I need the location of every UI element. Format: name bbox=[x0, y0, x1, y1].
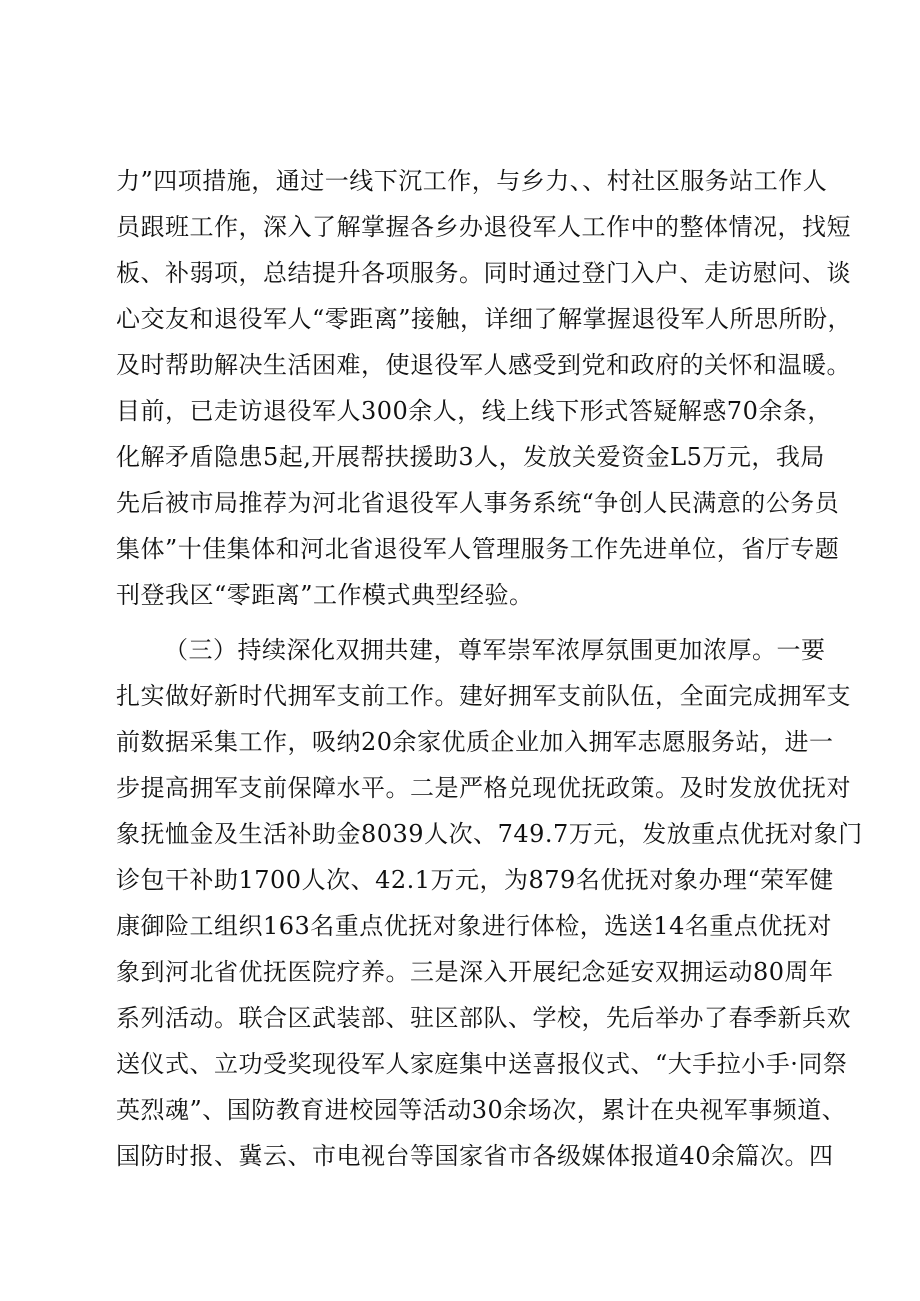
paragraph-spacer bbox=[116, 618, 816, 627]
text-line: 系列活动。联合区武装部、驻区部队、学校，先后举办了春季新兵欢 bbox=[116, 1004, 851, 1032]
text-line: 康御险工组织163名重点优抚对象进行体检，选送14名重点优抚对 bbox=[116, 912, 832, 940]
text-line: 送仪式、立功受奖现役军人家庭集中送喜报仪式、“大手拉小手·同祭 bbox=[116, 1050, 848, 1078]
text-line: 诊包干补助1700人次、42.1万元，为879名优抚对象办理“荣军健 bbox=[116, 866, 834, 894]
text-line: 象到河北省优抚医院疗养。三是深入开展纪念延安双拥运动80周年 bbox=[116, 958, 834, 986]
text-line: 及时帮助解决生活困难，使退役军人感受到党和政府的关怀和温暖。 bbox=[116, 351, 851, 379]
text-line: 国防时报、冀云、市电视台等国家省市各级媒体报道40余篇次。四 bbox=[116, 1142, 834, 1170]
paragraph-2 bbox=[116, 627, 863, 1179]
text-line: 员跟班工作，深入了解掌握各乡办退役军人工作中的整体情况，找短 bbox=[116, 213, 851, 241]
text-line: 象抚恤金及生活补助金8039人次、749.7万元，发放重点优抚对象门 bbox=[116, 820, 863, 848]
text-line: （三）持续深化双拥共建，尊军崇军浓厚氛围更加浓厚。一要 bbox=[164, 636, 826, 664]
text-line: 目前，已走访退役军人300余人，线上线下形式答疑解惑70余条， bbox=[116, 397, 832, 425]
text-line: 前数据采集工作，吸纳20余家优质企业加入拥军志愿服务站，进一 bbox=[116, 728, 834, 756]
text-line: 刊登我区“零距离”工作模式典型经验。 bbox=[116, 581, 534, 609]
document-body bbox=[116, 158, 863, 1179]
text-line: 力”四项措施，通过一线下沉工作，与乡力、、村社区服务站工作人 bbox=[116, 167, 828, 195]
text-line: 心交友和退役军人“零距离”接触，详细了解掌握退役军人所思所盼， bbox=[116, 305, 853, 333]
text-line: 扎实做好新时代拥军支前工作。建好拥军支前队伍，全面完成拥军支 bbox=[116, 682, 851, 710]
text-line: 先后被市局推荐为河北省退役军人事务系统“争创人民满意的公务员 bbox=[116, 489, 840, 517]
text-line: 化解矛盾隐患5起,开展帮扶援助3人，发放关爱资金L5万元，我局 bbox=[116, 443, 825, 471]
text-line: 板、补弱项，总结提升各项服务。同时通过登门入户、走访慰问、谈 bbox=[116, 259, 851, 287]
text-line: 集体”十佳集体和河北省退役军人管理服务工作先进单位，省厅专题 bbox=[116, 535, 840, 563]
text-line: 英烈魂”、国防教育进校园等活动30余场次，累计在央视军事频道、 bbox=[116, 1096, 847, 1124]
paragraph-1 bbox=[116, 158, 853, 618]
text-line: 步提高拥军支前保障水平。二是严格兑现优抚政策。及时发放优抚对 bbox=[116, 774, 851, 802]
